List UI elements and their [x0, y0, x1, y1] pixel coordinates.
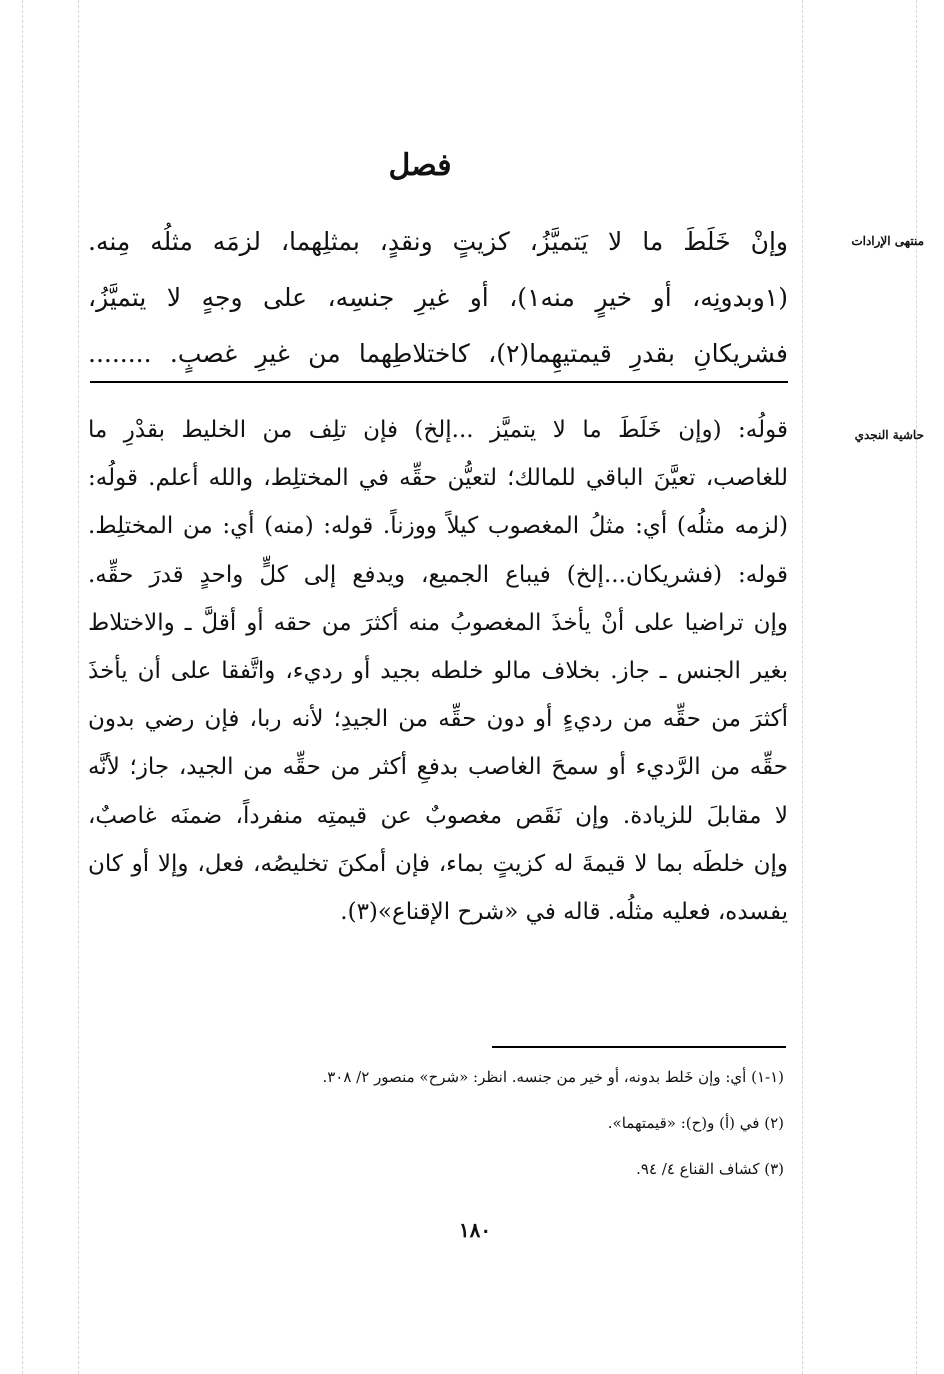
text-line: أكثرَ من حقِّه من رديءٍ أو دون حقِّه من الجيدِ؛ لأنه ربا، فإن رضي بدون — [88, 706, 788, 733]
section-title: فصل — [388, 148, 452, 183]
footnote: (٢) في (أ) و(ح): «قيمتهما». — [607, 1114, 784, 1132]
footnote: (٣) كشاف القناع ٤/ ٩٤. — [636, 1160, 784, 1178]
text-line: يفسده، فعليه مثلُه. قاله في «شرح الإقناع»(٣). — [340, 899, 788, 926]
text-line: (١وبدونِه، أو خيرٍ منه١)، أو غيرِ جنسِه، على وجهٍ لا يتميَّزُ، — [88, 283, 788, 312]
footnote-rule — [492, 1046, 786, 1048]
text-line: حقِّه من الرَّديء أو سمحَ الغاصب بدفعِ أكثر من حقِّه من الجيد، جاز؛ لأنَّه — [88, 754, 788, 781]
text-line: بغير الجنس ـ جاز. بخلاف مالو خلطه بجيد أو رديء، واتَّفقا على أن يأخذَ — [88, 658, 788, 685]
scan-guide-line — [78, 0, 79, 1374]
text-line: (لزمه مثلُه) أي: مثلُ المغصوب كيلاً ووزناً. قوله: (منه) أي: من المختلِط. — [88, 513, 788, 540]
side-label-hashiya: حاشية النجدي — [854, 428, 924, 442]
text-line: وإن خلطَه بما لا قيمةَ له كزيتٍ بماء، فإن أمكنَ تخليصُه، فعل، وإلا أو كان — [88, 850, 788, 877]
text-line: قوله: (فشريكان...إلخ) فيباع الجميع، ويدفع إلى كلٍّ واحدٍ قدرَ حقِّه. — [88, 561, 788, 588]
hashiya-text — [88, 406, 788, 936]
text-line: قولُه: (وإن خَلَطَ ما لا يتميَّز ...إلخ) فإن تلِف من الخليط بقدْرِ ما — [88, 417, 788, 443]
section-divider — [90, 381, 788, 383]
text-line: فشريكانِ بقدرِ قيمتيهِما(٢)، كاختلاطِهما من غيرِ غصبٍ. ........ — [88, 339, 788, 368]
scan-guide-line — [802, 0, 803, 1374]
matn-text — [88, 214, 788, 382]
text-line: للغاصب، تعيَّنَ الباقي للمالك؛ لتعيُّن حقِّه في المختلِط، والله أعلم. قولُه: — [88, 465, 788, 492]
text-line: لا مقابلَ للزيادة. وإن نَقَص مغصوبٌ عن قيمتِه منفرداً، ضمنَه غاصبٌ، — [88, 802, 788, 829]
text-line: وإن تراضيا على أنْ يأخذَ المغصوبُ منه أكثرَ من حقه أو أقلَّ ـ والاختلاط — [88, 609, 788, 636]
page-number: ١٨٠ — [458, 1218, 492, 1242]
side-label-matn: منتهى الإرادات — [851, 234, 924, 248]
text-line: وإنْ خَلَطَ ما لا يَتميَّزُ، كزيتٍ ونقدٍ، بمثلِهما، لزمَه مثلُه مِنه. — [88, 227, 788, 256]
scan-guide-line — [916, 0, 917, 1374]
scan-guide-line — [22, 0, 23, 1374]
footnote: (١-١) أي: وإن خَلط بدونه، أو خير من جنسه. انظر: «شرح» منصور ٢/ ٣٠٨. — [322, 1068, 784, 1086]
